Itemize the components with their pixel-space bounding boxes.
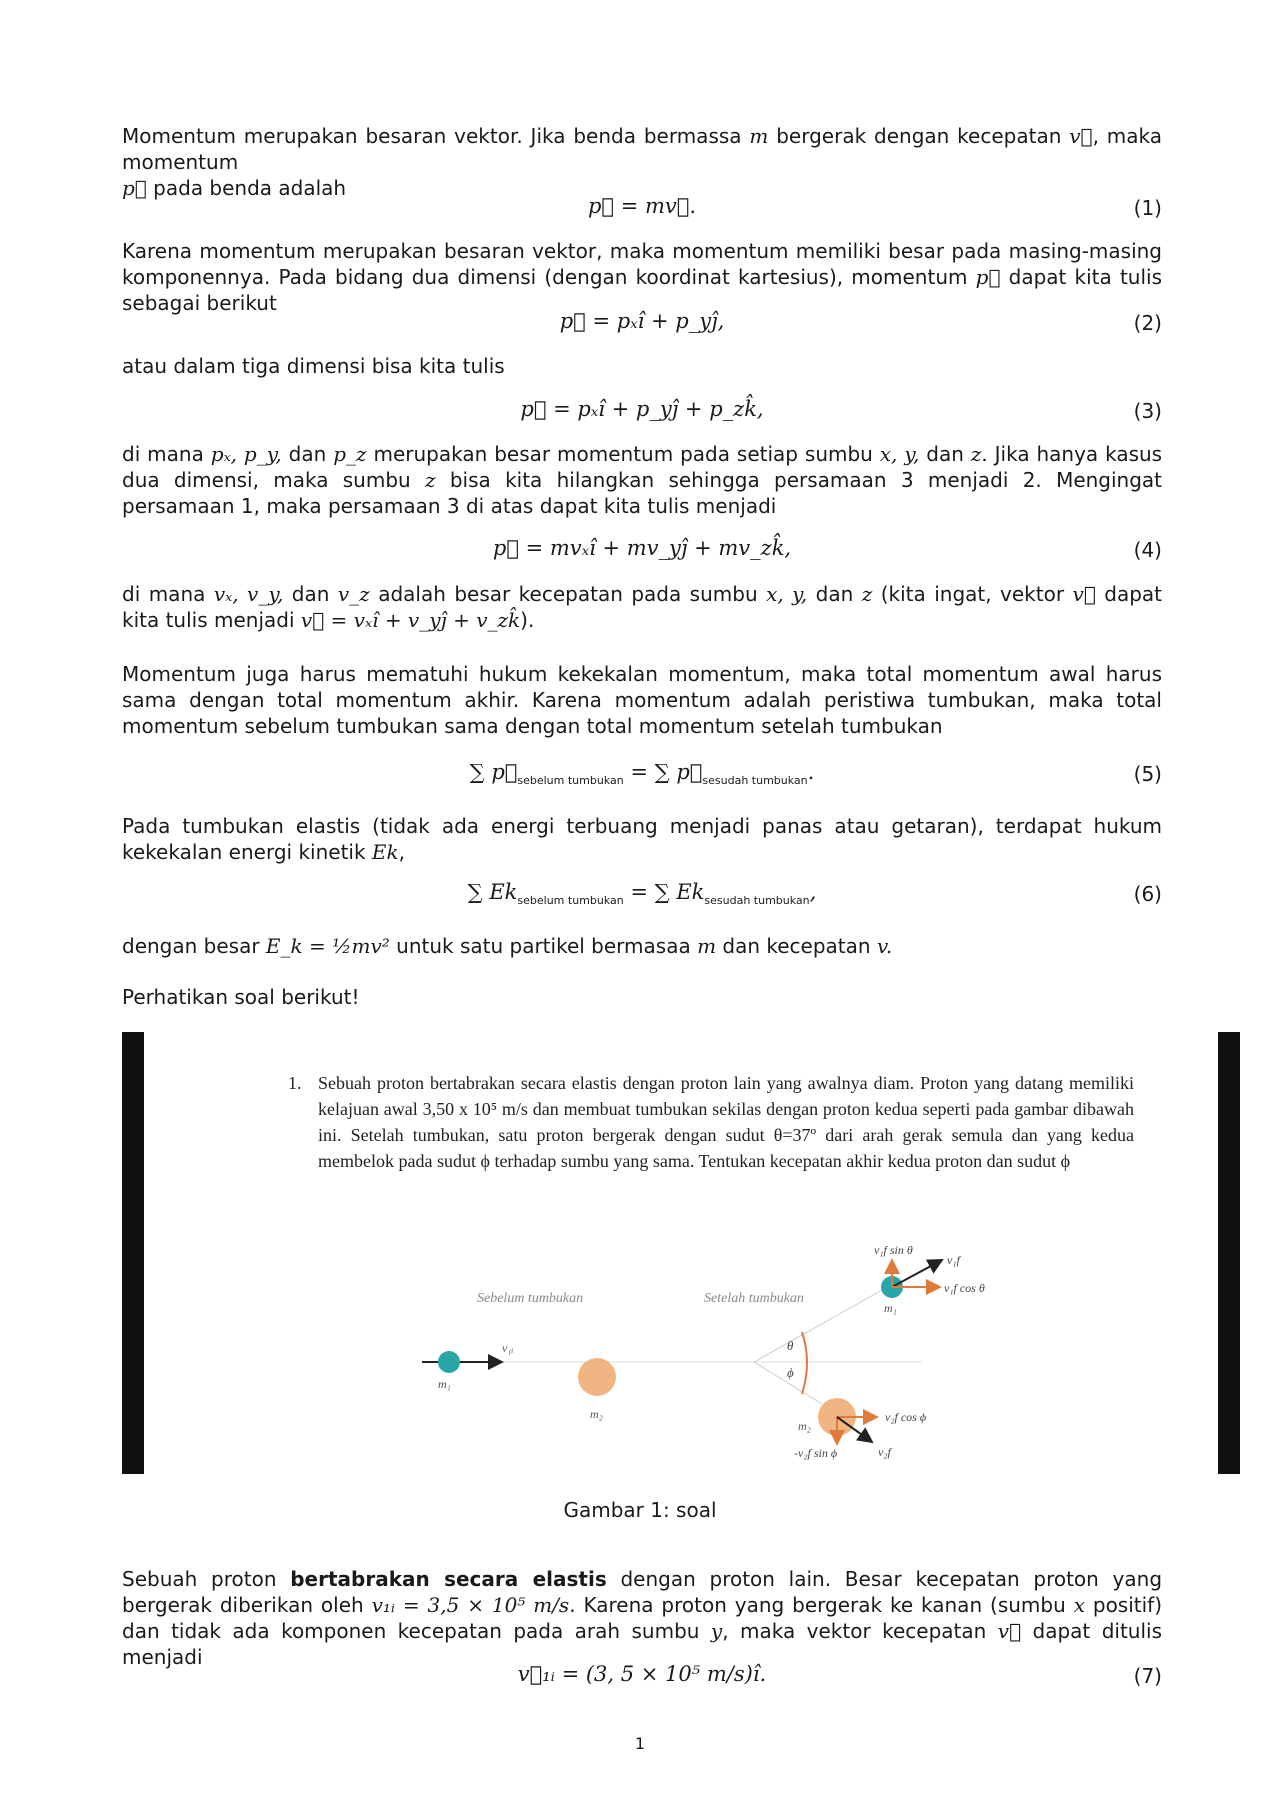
label-m2: m₂ — [590, 1407, 603, 1421]
math: vₓ, v_y, — [213, 582, 284, 606]
text: . Karena proton yang bergerak ke kanan (sumbu — [569, 1593, 1066, 1617]
paragraph-5 — [122, 581, 1162, 633]
label-v1f-sin: v₁f sin θ — [874, 1243, 913, 1257]
math: x — [1073, 1593, 1085, 1617]
equation-number: (2) — [1133, 311, 1162, 335]
eq-part: ∑ Ek — [467, 880, 518, 904]
math-m: m — [749, 124, 769, 148]
math: v⃗ — [1072, 582, 1096, 606]
math: z. — [970, 442, 988, 466]
label-m1-after: m₁ — [884, 1301, 897, 1315]
equation-number: (4) — [1133, 538, 1162, 562]
paragraph-9 — [122, 984, 1162, 1010]
equation-3 — [122, 393, 1162, 427]
math: E_k = ½mv² — [265, 934, 390, 958]
text: bergerak dengan kecepatan — [776, 124, 1062, 148]
math: v₁ᵢ = 3,5 × 10⁵ m/s — [371, 1593, 570, 1617]
equation-body: p⃗ = pₓî + p_yĵ + p_zk̂, — [520, 397, 764, 421]
equation-number: (3) — [1133, 399, 1162, 423]
problem-figure — [122, 1032, 1240, 1474]
label-v2f: v₂f — [878, 1445, 891, 1459]
math: z — [425, 468, 436, 492]
math-p: p⃗ — [975, 265, 1001, 289]
text: Karena momentum merupakan besaran vektor, maka momentum memiliki besar pada masing-masing komponennya. Pada bidang dua dimensi (dengan koordinat kartesius), momentum — [122, 239, 1162, 289]
paragraph-4 — [122, 441, 1162, 519]
text: (kita ingat, vektor — [880, 582, 1065, 606]
equation-2 — [122, 305, 1162, 339]
collision-diagram — [122, 1032, 1240, 1474]
equation-body: p⃗ = pₓî + p_yĵ, — [559, 309, 725, 333]
label-v1f-cos: v₁f cos θ — [944, 1281, 985, 1295]
math: Ek — [371, 840, 399, 864]
eq-subscript: sesudah tumbukan — [702, 774, 808, 787]
text: pada benda adalah — [153, 176, 347, 200]
equation-body — [122, 760, 1162, 787]
equation-6 — [122, 876, 1162, 910]
text: untuk satu partikel bermasaa — [396, 934, 691, 958]
text: dengan besar — [122, 934, 260, 958]
eq-part: = ∑ Ek — [623, 880, 705, 904]
text: positif) dan tidak ada komponen kecepatan pada arah sumbu — [122, 1593, 1163, 1643]
label-v2f-sin: -v₂f sin ϕ — [794, 1446, 838, 1460]
text: Pada tumbukan elastis (tidak ada energi terbuang menjadi panas atau getaran), terdapat hukum kekekalan energi kinetik — [122, 814, 1162, 864]
text: dapat kita tulis sebagai berikut — [122, 265, 1162, 315]
proton-1-before — [438, 1351, 460, 1373]
text: , maka momentum — [122, 124, 1163, 174]
label-theta: θ — [787, 1338, 794, 1353]
equation-body: v⃗₁ᵢ = (3, 5 × 10⁵ m/s)î. — [517, 1662, 767, 1686]
math: pₓ, p_y, — [210, 442, 282, 466]
equation-4 — [122, 532, 1162, 566]
paragraph-8 — [122, 933, 1162, 959]
text: adalah besar kecepatan pada sumbu — [378, 582, 758, 606]
math-p: p⃗ — [122, 176, 147, 200]
problem-number: 1. — [288, 1073, 302, 1093]
problem-text: Sebuah proton bertabrakan secara elastis dengan proton lain yang awalnya diam. Proton yang datang memiliki kelajuan awal 3,50 x 10⁵ m/s dan membuat tumbukan sekilas dengan proton kedua seperti pada gambar dibawah ini. Setelah tumbukan, satu proton bergerak dengan sudut θ=37º dari arah gerak semula dan yang kedua membelok pada sudut ϕ terhadap sumbu yang sama. Tentukan kecepatan akhir kedua proton dan sudut ϕ — [318, 1073, 1134, 1171]
eq-subscript: sesudah tumbukan — [704, 894, 810, 907]
text: , maka vektor kecepatan — [722, 1619, 987, 1643]
angle-arc — [802, 1332, 807, 1394]
text: Momentum juga harus mematuhi hukum kekekalan momentum, maka total momentum awal harus sama dengan total momentum akhir. Karena momentum adalah peristiwa tumbukan, maka total momentum sebelum tumbukan sama dengan total momentum setelah tumbukan — [122, 662, 1162, 738]
label-v1f: v₁f — [947, 1253, 960, 1267]
equation-body: p⃗ = mvₓî + mv_yĵ + mv_zk̂, — [492, 536, 792, 560]
text: di mana — [122, 442, 204, 466]
text: Momentum merupakan besaran vektor. Jika benda bermassa — [122, 124, 742, 148]
equation-7 — [122, 1658, 1162, 1692]
paragraph-6 — [122, 661, 1162, 739]
eq-part: . — [807, 760, 815, 784]
math: m — [697, 934, 717, 958]
text: atau dalam tiga dimensi bisa kita tulis — [122, 354, 505, 378]
math: x, y, — [879, 442, 920, 466]
math-v: v⃗ — [1069, 124, 1093, 148]
text: dan — [926, 442, 964, 466]
text: dan — [815, 582, 854, 606]
eq-part: = ∑ p⃗ — [623, 760, 703, 784]
label-v1i: v₁ᵢ — [502, 1341, 514, 1355]
bold-text: bertabrakan secara elastis — [290, 1567, 607, 1591]
math: v. — [876, 934, 893, 958]
text: merupakan besar momentum pada setiap sumbu — [373, 442, 873, 466]
math: z — [861, 582, 873, 606]
text: , — [398, 840, 405, 864]
text: dengan proton lain. Besar kecepatan proton yang bergerak diberikan oleh — [122, 1567, 1163, 1617]
equation-number: (5) — [1133, 762, 1162, 786]
eq-subscript: sebelum tumbukan — [517, 774, 624, 787]
equation-number: (1) — [1133, 196, 1162, 220]
text: dapat ditulis menjadi — [122, 1619, 1162, 1669]
eq-part: ∑ p⃗ — [469, 760, 518, 784]
label-v2f-cos: v₂f cos ϕ — [885, 1410, 927, 1424]
equation-5 — [122, 756, 1162, 790]
paragraph-3 — [122, 353, 1162, 379]
math: p_z — [333, 442, 367, 466]
label-m2-after: m₂ — [798, 1419, 811, 1433]
math: v_z — [337, 582, 370, 606]
paragraph-10 — [122, 1566, 1162, 1670]
eq-subscript: sebelum tumbukan — [517, 894, 624, 907]
v1f-arrow — [892, 1260, 942, 1287]
proton-2-before — [578, 1358, 616, 1396]
label-phi: ϕ — [787, 1365, 794, 1380]
text: di mana — [122, 582, 206, 606]
paragraph-7 — [122, 813, 1162, 865]
figure-caption: Gambar 1: soal — [563, 1498, 717, 1522]
equation-number: (7) — [1133, 1664, 1162, 1688]
equation-1 — [122, 190, 1162, 224]
equation-number: (6) — [1133, 882, 1162, 906]
text: ). — [520, 608, 535, 632]
text: dan kecepatan — [722, 934, 871, 958]
math: x, y, — [766, 582, 808, 606]
equation-body — [122, 880, 1162, 907]
math: v⃗ — [997, 1619, 1022, 1643]
text: dan — [288, 442, 327, 466]
text: Sebuah proton — [122, 1567, 277, 1591]
page-number: 1 — [634, 1734, 646, 1753]
text: dan — [291, 582, 330, 606]
text: Jika hanya kasus dua dimensi, maka sumbu — [122, 442, 1163, 492]
math: y — [710, 1619, 723, 1643]
label-after: Setelah tumbukan — [704, 1291, 804, 1306]
text: Perhatikan soal berikut! — [122, 985, 360, 1009]
equation-body: p⃗ = mv⃗. — [587, 194, 697, 218]
text: bisa kita hilangkan sehingga persamaan 3 menjadi 2. Mengingat persamaan 1, maka persamaan 3 di atas dapat kita tulis menjadi — [122, 468, 1163, 518]
label-before: Sebelum tumbukan — [477, 1291, 584, 1306]
eq-part: , — [809, 880, 817, 904]
text: dapat kita tulis menjadi — [122, 582, 1163, 632]
label-m1: m₁ — [438, 1377, 451, 1391]
math: v⃗ = vₓî + v_yĵ + v_zk̂ — [300, 608, 521, 632]
